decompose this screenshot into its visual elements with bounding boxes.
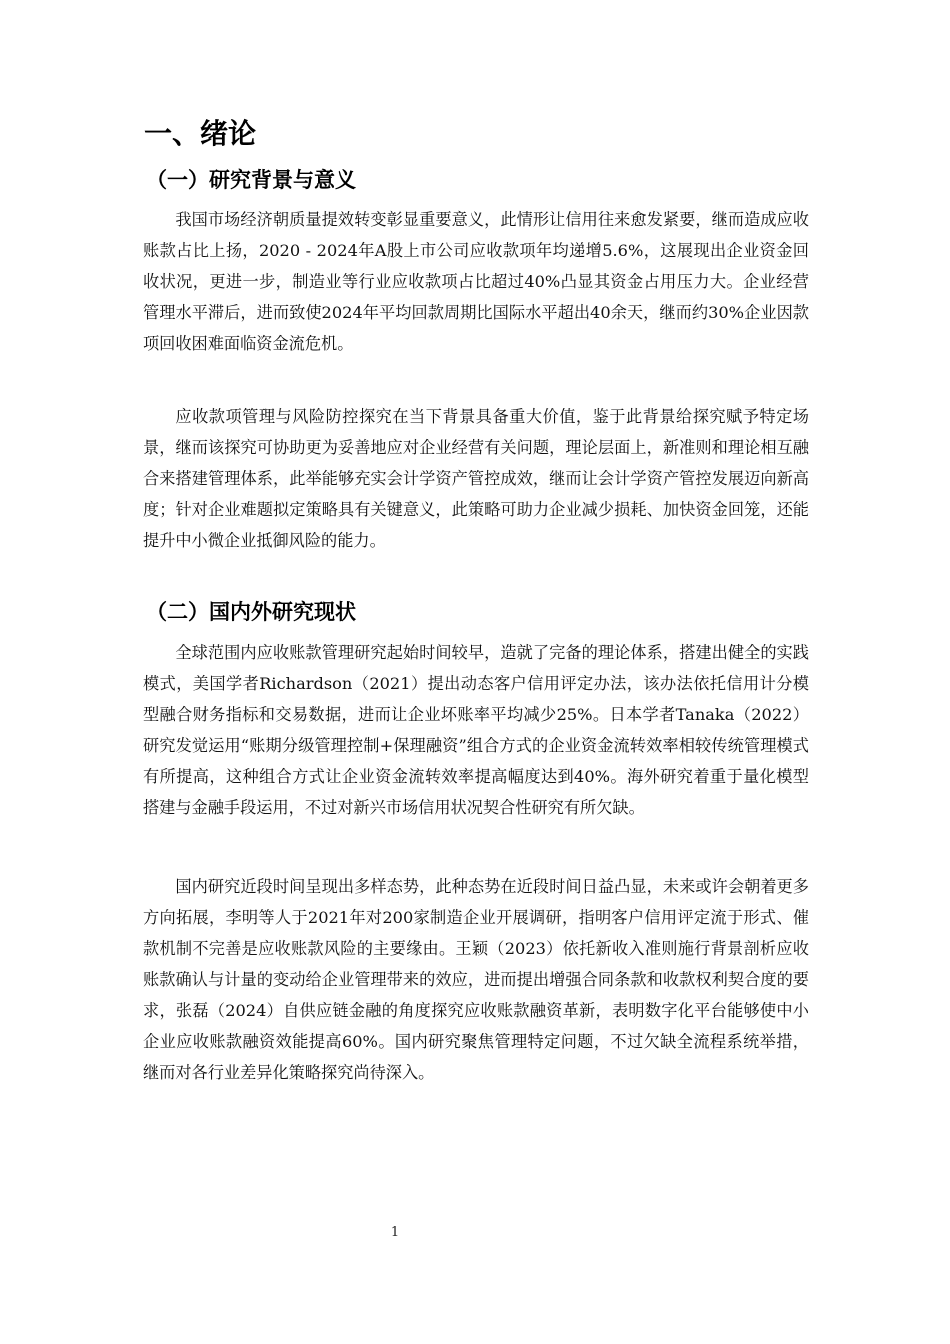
- paragraph: 应收款项管理与风险防控探究在当下背景具备重大价值，鉴于此背景给探究赋予特定场景，继而该探究可协助更为妥善地应对企业经营有关问题，理论层面上，新准则和理论相互融合来搭建管理体系，此举能够充实会计学资产管控成效，继而让会计学资产管控发展迈向新高度；针对企业难题拟定策略具有关键意义，此策略可助力企业减少损耗、加快资金回笼，还能提升中小微企业抵御风险的能力。: [143, 407, 809, 550]
- chapter-heading: 一、绪论: [144, 117, 257, 150]
- page-number: 1: [390, 1225, 400, 1240]
- paragraph: 我国市场经济朝质量提效转变彰显重要意义，此情形让信用往来愈发紧要，继而造成应收账款占比上扬，2020 - 2024年A股上市公司应收款项年均递增5.6%，这展现出企业资金回收状况，更进一步，制造业等行业应收款项占比超过40%凸显其资金占用压力大。企业经营管理水平滞后，进而致使2024年平均回款周期比国际水平超出40余天，继而约30%企业因款项回收困难面临资金流危机。: [143, 210, 809, 353]
- section-heading-background: （一）研究背景与意义: [146, 168, 356, 192]
- section-heading-literature: （二）国内外研究现状: [146, 600, 356, 624]
- paragraph: 国内研究近段时间呈现出多样态势，此种态势在近段时间日益凸显，未来或许会朝着更多方向拓展，李明等人于2021年对200家制造企业开展调研，指明客户信用评定流于形式、催款机制不完善是应收账款风险的主要缘由。王颖（2023）依托新收入准则施行背景剖析应收账款确认与计量的变动给企业管理带来的效应，进而提出增强合同条款和收款权利契合度的要求，张磊（2024）自供应链金融的角度探究应收账款融资革新，表明数字化平台能够使中小企业应收账款融资效能提高60%。国内研究聚焦管理特定问题，不过欠缺全流程系统举措，继而对各行业差异化策略探究尚待深入。: [143, 877, 809, 1082]
- paragraph: 全球范围内应收账款管理研究起始时间较早，造就了完备的理论体系，搭建出健全的实践模式，美国学者Richardson（2021）提出动态客户信用评定办法，该办法依托信用计分模型融合财务指标和交易数据，进而让企业坏账率平均减少25%。日本学者Tanaka（2022）研究发觉运用“账期分级管理控制+保理融资”组合方式的企业资金流转效率相较传统管理模式有所提高，这种组合方式让企业资金流转效率提高幅度达到40%。海外研究着重于量化模型搭建与金融手段运用，不过对新兴市场信用状况契合性研究有所欠缺。: [143, 643, 809, 817]
